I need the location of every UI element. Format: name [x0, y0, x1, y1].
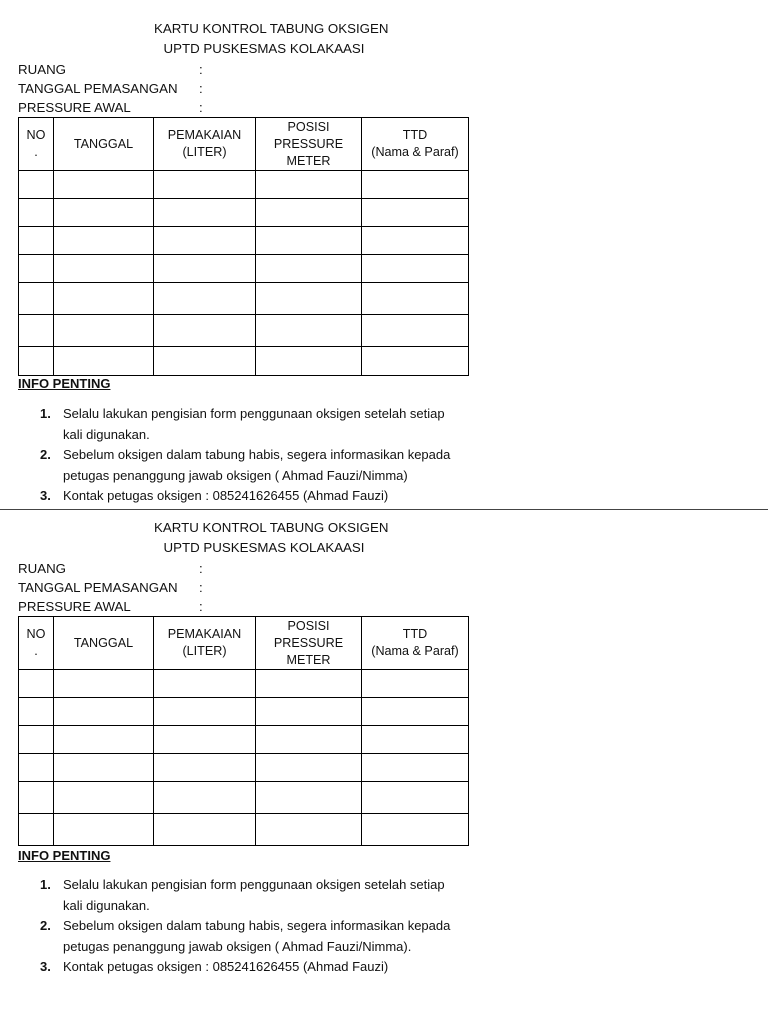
table-row	[19, 227, 469, 255]
table-cell[interactable]	[256, 255, 362, 283]
list-item	[0, 957, 480, 978]
list-item-text-cont: kali digunakan.	[63, 897, 150, 913]
header-pemakaian-line1: PEMAKAIAN	[167, 627, 242, 641]
table-cell[interactable]	[256, 199, 362, 227]
header-posisi-line3: METER	[286, 652, 331, 667]
table-cell[interactable]	[256, 315, 362, 347]
header-posisi-line1: POSISI	[287, 119, 330, 134]
header-ttd-line2: (Nama & Paraf)	[371, 644, 459, 658]
table-row	[19, 199, 469, 227]
table-cell[interactable]	[154, 782, 256, 814]
header-ttd	[362, 118, 469, 171]
list-item-number: 1.	[40, 877, 51, 892]
table-cell[interactable]	[19, 670, 54, 698]
table-cell[interactable]	[256, 814, 362, 846]
list-item-number: 2.	[40, 447, 51, 462]
table-cell[interactable]	[154, 754, 256, 782]
list-item-text: Kontak petugas oksigen : 085241626455 (Ahmad Fauzi)	[63, 959, 389, 974]
field-tanggal-pemasangan-colon: :	[199, 81, 203, 96]
header-pemakaian-line2: (LITER)	[182, 644, 227, 658]
table-cell[interactable]	[256, 227, 362, 255]
table-cell[interactable]	[54, 814, 154, 846]
info-penting-heading: INFO PENTING	[18, 376, 111, 391]
table-cell[interactable]	[362, 754, 469, 782]
info-list	[0, 875, 480, 978]
usage-log-table	[18, 117, 469, 376]
card-title: KARTU KONTROL TABUNG OKSIGEN	[154, 21, 389, 36]
table-cell[interactable]	[362, 199, 469, 227]
table-cell[interactable]	[19, 347, 54, 376]
header-posisi	[256, 617, 362, 670]
table-row	[19, 782, 469, 814]
table-cell[interactable]	[154, 726, 256, 754]
table-cell[interactable]	[54, 670, 154, 698]
header-posisi-line1: POSISI	[287, 618, 330, 633]
table-cell[interactable]	[54, 199, 154, 227]
table-cell[interactable]	[19, 227, 54, 255]
table-row	[19, 726, 469, 754]
header-tanggal: TANGGAL	[54, 617, 154, 670]
table-cell[interactable]	[362, 782, 469, 814]
table-cell[interactable]	[19, 814, 54, 846]
list-item	[0, 404, 480, 445]
table-cell[interactable]	[362, 814, 469, 846]
table-cell[interactable]	[19, 199, 54, 227]
table-cell[interactable]	[154, 283, 256, 315]
header-posisi-line2: PRESSURE	[273, 136, 344, 151]
table-cell[interactable]	[256, 754, 362, 782]
card-subtitle: UPTD PUSKESMAS KOLAKAASI	[163, 540, 365, 555]
table-cell[interactable]	[54, 315, 154, 347]
list-item-text: Selalu lakukan pengisian form penggunaan oksigen setelah setiap	[63, 877, 445, 892]
table-cell[interactable]	[154, 255, 256, 283]
table-row	[19, 315, 469, 347]
field-ruang-colon: :	[199, 62, 203, 77]
table-row	[19, 255, 469, 283]
list-item-text-cont: petugas penanggung jawab oksigen ( Ahmad Fauzi/Nimma)	[63, 467, 408, 483]
table-cell[interactable]	[54, 227, 154, 255]
table-cell[interactable]	[19, 171, 54, 199]
list-item	[0, 916, 480, 957]
table-row	[19, 698, 469, 726]
info-list	[0, 404, 480, 507]
header-ttd-line1: TTD	[402, 627, 428, 641]
card-subtitle: UPTD PUSKESMAS KOLAKAASI	[163, 41, 365, 56]
list-item-number: 3.	[40, 959, 51, 974]
list-item-text: Selalu lakukan pengisian form penggunaan oksigen setelah setiap	[63, 406, 445, 421]
table-cell[interactable]	[19, 698, 54, 726]
list-item	[0, 486, 480, 507]
table-cell[interactable]	[154, 670, 256, 698]
table-cell[interactable]	[154, 347, 256, 376]
table-cell[interactable]	[362, 283, 469, 315]
table-cell[interactable]	[154, 814, 256, 846]
table-cell[interactable]	[362, 726, 469, 754]
table-cell[interactable]	[154, 698, 256, 726]
table-cell[interactable]	[256, 283, 362, 315]
list-item-text: Sebelum oksigen dalam tabung habis, segera informasikan kepada	[63, 918, 451, 933]
header-posisi-line3: METER	[286, 153, 331, 168]
table-row	[19, 347, 469, 376]
header-pemakaian	[154, 617, 256, 670]
header-no	[19, 617, 54, 670]
header-ttd-line1: TTD	[402, 128, 428, 142]
header-no-text: NO	[26, 627, 46, 641]
table-cell[interactable]	[54, 782, 154, 814]
table-cell[interactable]	[362, 698, 469, 726]
table-cell[interactable]	[19, 726, 54, 754]
list-item	[0, 445, 480, 486]
table-cell[interactable]	[19, 283, 54, 315]
table-cell[interactable]	[362, 347, 469, 376]
table-row	[19, 670, 469, 698]
table-cell[interactable]	[54, 698, 154, 726]
table-cell[interactable]	[54, 754, 154, 782]
table-cell[interactable]	[256, 171, 362, 199]
header-no-text: NO	[26, 128, 46, 142]
table-cell[interactable]	[19, 255, 54, 283]
table-cell[interactable]	[362, 315, 469, 347]
field-ruang-label: RUANG	[18, 62, 67, 77]
table-cell[interactable]	[19, 754, 54, 782]
header-posisi-line2: PRESSURE	[273, 635, 344, 650]
table-header-row	[19, 617, 469, 670]
table-cell[interactable]	[54, 347, 154, 376]
table-cell[interactable]	[54, 283, 154, 315]
header-no-dot: .	[34, 644, 38, 658]
field-ruang-label: RUANG	[18, 561, 67, 576]
table-cell[interactable]	[256, 698, 362, 726]
list-item-number: 1.	[40, 406, 51, 421]
table-cell[interactable]	[19, 782, 54, 814]
field-pressure-awal-label: PRESSURE AWAL	[18, 599, 131, 614]
table-header-row	[19, 118, 469, 171]
header-no-dot: .	[34, 145, 38, 159]
usage-log-table	[18, 616, 469, 846]
table-cell[interactable]	[154, 199, 256, 227]
list-item	[0, 875, 480, 916]
field-tanggal-pemasangan-label: TANGGAL PEMASANGAN	[18, 580, 178, 595]
card-title: KARTU KONTROL TABUNG OKSIGEN	[154, 520, 389, 535]
table-cell[interactable]	[256, 347, 362, 376]
table-row	[19, 754, 469, 782]
table-cell[interactable]	[154, 315, 256, 347]
table-cell[interactable]	[154, 171, 256, 199]
table-cell[interactable]	[362, 255, 469, 283]
table-row	[19, 171, 469, 199]
header-tanggal: TANGGAL	[54, 118, 154, 171]
header-ttd-line2: (Nama & Paraf)	[371, 145, 459, 159]
header-posisi	[256, 118, 362, 171]
table-cell[interactable]	[362, 171, 469, 199]
table-row	[19, 283, 469, 315]
header-no	[19, 118, 54, 171]
field-pressure-awal-label: PRESSURE AWAL	[18, 100, 131, 115]
table-cell[interactable]	[154, 227, 256, 255]
info-penting-heading: INFO PENTING	[18, 848, 111, 863]
table-cell[interactable]	[54, 726, 154, 754]
field-ruang-colon: :	[199, 561, 203, 576]
table-cell[interactable]	[54, 255, 154, 283]
field-pressure-awal-colon: :	[199, 100, 203, 115]
list-item-text-cont: kali digunakan.	[63, 426, 150, 442]
field-pressure-awal-colon: :	[199, 599, 203, 614]
table-cell[interactable]	[256, 726, 362, 754]
header-pemakaian-line1: PEMAKAIAN	[167, 128, 242, 142]
table-cell[interactable]	[256, 670, 362, 698]
field-tanggal-pemasangan-label: TANGGAL PEMASANGAN	[18, 81, 178, 96]
cut-line-divider	[0, 509, 768, 510]
field-tanggal-pemasangan-colon: :	[199, 580, 203, 595]
list-item-number: 3.	[40, 488, 51, 503]
header-pemakaian-line2: (LITER)	[182, 145, 227, 159]
table-cell[interactable]	[362, 227, 469, 255]
list-item-number: 2.	[40, 918, 51, 933]
list-item-text-cont: petugas penanggung jawab oksigen ( Ahmad Fauzi/Nimma).	[63, 938, 412, 954]
header-pemakaian	[154, 118, 256, 171]
table-cell[interactable]	[362, 670, 469, 698]
list-item-text: Sebelum oksigen dalam tabung habis, segera informasikan kepada	[63, 447, 451, 462]
table-cell[interactable]	[54, 171, 154, 199]
table-cell[interactable]	[256, 782, 362, 814]
list-item-text: Kontak petugas oksigen : 085241626455 (Ahmad Fauzi)	[63, 488, 389, 503]
table-cell[interactable]	[19, 315, 54, 347]
table-row	[19, 814, 469, 846]
header-ttd	[362, 617, 469, 670]
